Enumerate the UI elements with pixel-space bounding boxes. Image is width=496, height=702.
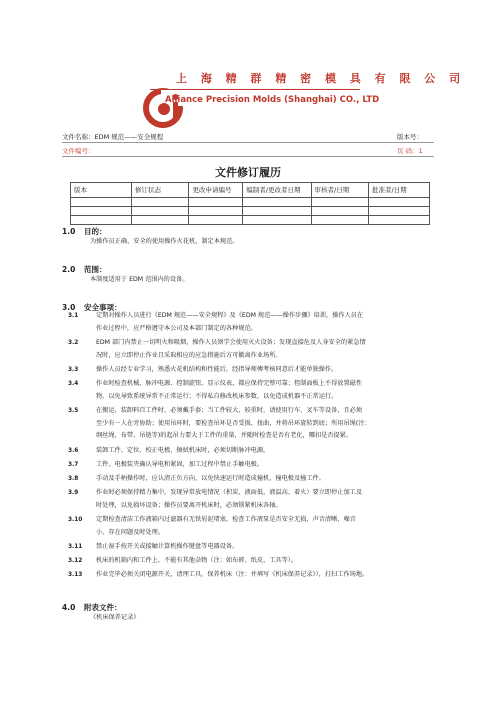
item-line: 禁止湿手按开关或接触计算机操作键盘等电器设备。 (96, 543, 239, 550)
page-value: 1 (418, 147, 423, 155)
item-line: 操作人员经专业学习，熟悉火花机结构和性能后，经指导师傅考核同意后才能单独操作。 (96, 366, 338, 373)
col-reviewer-date: 审核者/日期 (311, 183, 368, 198)
section-4-number: 4.0 (62, 603, 76, 612)
revision-title: 文件修订履历 (215, 166, 281, 179)
item-line: 时处理，以免损坏设备；操作员要离开机床时，必须锁紧机床各轴。 (96, 501, 282, 509)
item-line: 作业时检查机械、脉冲电源、控制旋钮、显示仪表，都应保持完整可靠；控制面板上不得放置磁性 (96, 380, 363, 387)
table-row (71, 198, 430, 207)
item-line: 装卸工件、定位、校正电极、擦拭机床时，必须切断脉冲电源。 (96, 447, 270, 454)
col-author-date: 编制者/更改者日期 (243, 183, 311, 198)
item-number: 3.3 (68, 367, 79, 373)
section-1-text: 为操作员正确、安全的使用操作火花机，制定本规范。 (90, 238, 239, 245)
doc-number-label: 文件编号： (62, 147, 95, 155)
col-status: 修订状态 (132, 183, 189, 198)
table-row (71, 207, 430, 216)
list-item (68, 378, 430, 403)
section-3-number: 3.0 (62, 303, 76, 312)
item-line: 作业完毕必须关闭电源开关，清理工具，保养机床（注：并填写《机床保养记录》），打扫工作场地。 (96, 571, 369, 578)
doc-name-label: 文件名称： (62, 133, 95, 141)
doc-name-value: EDM 规范——安全规程 (94, 133, 164, 141)
item-line: 在搬运、装卸料百工件时，必须戴手套；当工件较大、较重时，请使用行车、叉车等设备，且必须 (96, 407, 363, 414)
list-item (68, 541, 430, 554)
company-name-cn: 上 海 精 群 精 密 模 具 有 限 公 司 (176, 72, 466, 85)
section-2-text: 本制度适用于 EDM 范围内的设备。 (90, 276, 189, 283)
list-item (68, 473, 430, 486)
item-number: 3.13 (68, 572, 83, 578)
item-line: 作业过程中，应严格遵守本公司及本部门制定的各种规范。 (96, 324, 257, 332)
col-version: 版本 (71, 183, 132, 198)
item-line: 物、以免导致系统异常不正常运行；不得私自修改机床参数，以免造成机器不正常运行。 (96, 392, 338, 400)
page-label: 页 码： (397, 147, 419, 155)
list-item (68, 555, 430, 568)
list-item (68, 445, 430, 458)
list-item (68, 514, 430, 539)
list-item (68, 364, 430, 377)
header-divider (150, 89, 360, 90)
list-item (68, 310, 430, 335)
item-number: 3.12 (68, 558, 83, 564)
item-number: 3.1 (68, 313, 79, 319)
col-request-no: 更改申请编号 (189, 183, 243, 198)
item-line: 小、存在问题及时处理。 (96, 528, 165, 536)
item-line: 手动及手柄操作时，应认清正负方向，以免快速运行时造成撞机、撞电极及撞工件。 (96, 475, 325, 482)
item-line: 工件、电极装夹确认导电和紧固，加工过程中禁止手触电极。 (96, 461, 264, 468)
meta-divider-bottom (62, 156, 434, 157)
item-number: 3.2 (68, 340, 79, 346)
meta-divider-top (62, 142, 434, 143)
item-number: 3.6 (68, 448, 79, 454)
item-line: 作业时必须保持精力集中，发现异常放电情况（积炭、液面低、液温高、着火）要立即停止加工及 (96, 489, 363, 496)
list-item (68, 337, 430, 362)
version-label: 版本号： (397, 133, 423, 141)
page-number (397, 146, 423, 155)
item-line: 机床的机箱内和工件上，不能有其他杂物（注：如布碎、纸皮、工具等）。 (96, 557, 298, 564)
item-line: 况时，应立即停止作业且采取相应的应急措施后方可撤离作业场所。 (96, 351, 282, 359)
item-number: 3.10 (68, 517, 83, 523)
item-line: EDM 部门内禁止一切明火和吸烟，操作人员须学会使用灭火设备；发现直接危及人身安全的紧急情 (96, 339, 366, 346)
table-row (71, 216, 430, 225)
company-name-en: Alliance Precision Molds (Shanghai) CO., LTD (165, 95, 380, 105)
company-logo-icon (143, 88, 183, 128)
section-2-heading: 范围： (84, 265, 107, 274)
doc-name (62, 132, 163, 141)
item-number: 3.8 (68, 476, 79, 482)
section-1-number: 1.0 (62, 227, 76, 236)
list-item (68, 569, 430, 582)
item-number: 3.4 (68, 381, 79, 387)
section-4-heading: 附表文件： (84, 603, 122, 612)
section-1-heading: 目的： (84, 227, 107, 236)
item-number: 3.11 (68, 544, 83, 550)
item-line: 定期对操作人员进行《EDM 规范——安全规程》及《EDM 规范——操作步骤》培训，操作人员在 (96, 312, 364, 319)
item-line: 纲丝绳、布带、吊链等)的起吊力要大于工件的重量，并随时检查是否有老化，哪扣是否提紧。 (96, 432, 353, 440)
list-item (68, 487, 430, 512)
item-line: 至少有一人在旁协助；使用吊环时，要检查吊环是否受损、扭曲，并将吊环旋转到底；所用吊绳(注： (96, 419, 371, 427)
col-approver-date: 批准者/日期 (368, 183, 429, 198)
item-number: 3.9 (68, 490, 79, 496)
item-number: 3.7 (68, 462, 79, 468)
section-2-number: 2.0 (62, 265, 76, 274)
section-3-heading: 安全事项： (84, 303, 122, 312)
list-item (68, 459, 430, 472)
item-line: 定期检查清洁工作液箱内过滤器有无铁屑泥堵塞，检查工作液泵是否安全无损、声音清晰、噪音 (96, 516, 356, 523)
revision-table (70, 182, 430, 225)
list-item (68, 405, 430, 443)
revision-header-row (71, 183, 430, 198)
item-number: 3.5 (68, 408, 79, 414)
section-4-text: 《机床保养记录》 (90, 614, 140, 621)
